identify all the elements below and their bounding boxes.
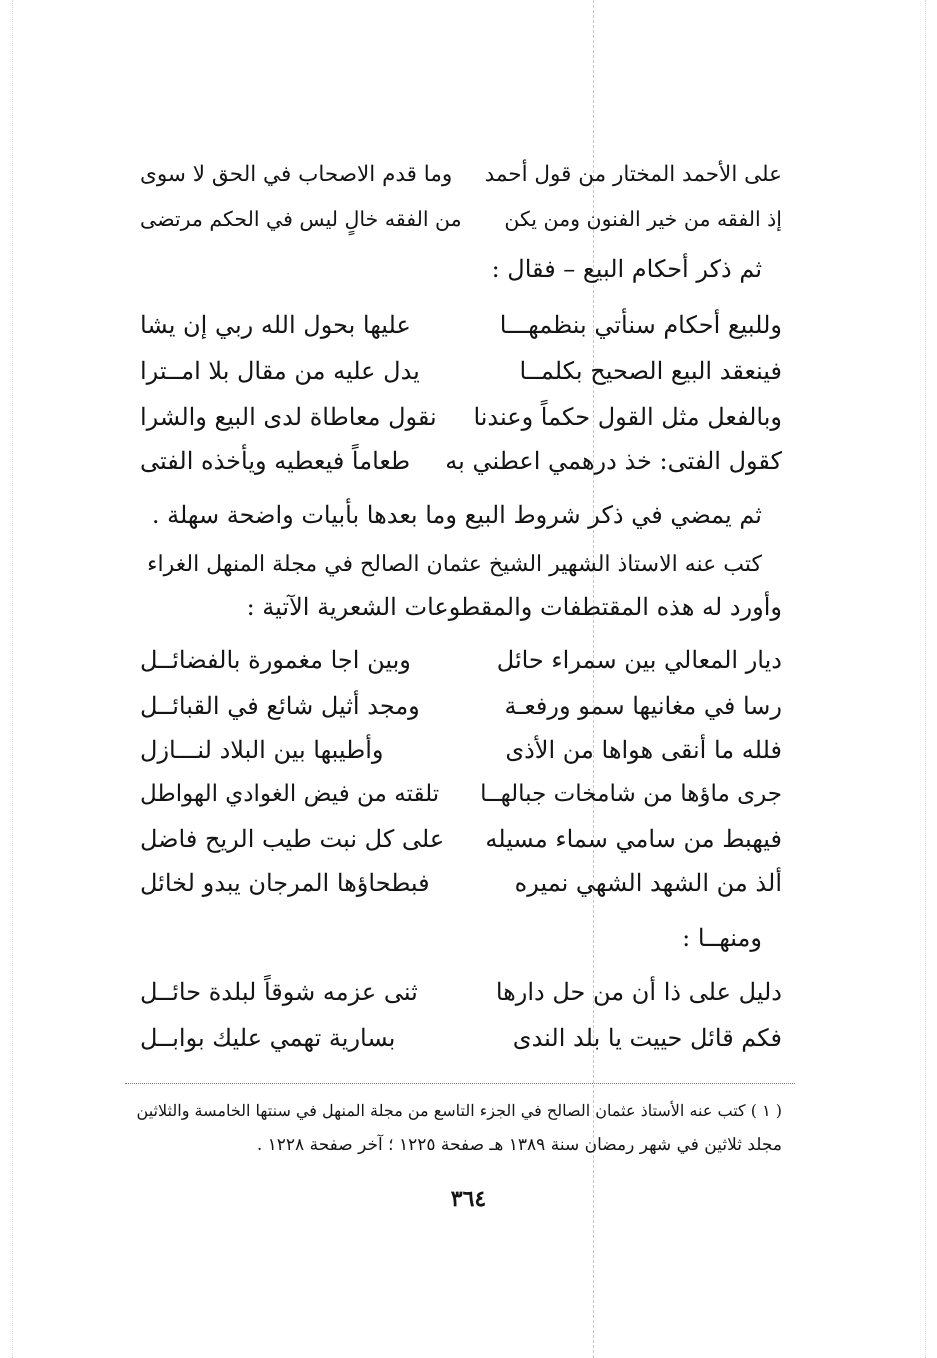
verse-line [140,1016,782,1060]
verse-first-hemistich: وللبيع أحكام سنأتي بنظمهـــا [499,311,782,339]
conditions-line: ثم يمضي في ذكر شروط البيع وما بعدها بأبيات واضحة سهلة . [151,501,762,529]
left-scan-edge [12,0,13,1358]
minha-line: ومنهــا : [682,924,762,952]
verse-line [140,153,782,197]
verse-line [140,728,782,772]
verse-second-hemistich: من الفقه خالٍ ليس في الحكم مرتضى [140,206,462,231]
verse-line [140,303,782,347]
verse-second-hemistich: على كل نبت طيب الريح فاضل [140,825,445,853]
verse-second-hemistich: عليها بحول الله ربي إن يشا [140,311,411,339]
verse-second-hemistich: وبين اجا مغمورة بالفضائــل [140,646,411,674]
verse-first-hemistich: فكم قائل حييت يا بلد الندى [512,1024,782,1052]
verse-line [140,861,782,905]
verse-first-hemistich: كقول الفتى: خذ درهمي اعطني به [445,447,782,475]
verse-second-hemistich: بسارية تهمي عليك بوابــل [140,1024,396,1052]
verse-second-hemistich: طعاماً فيعطيه ويأخذه الفتى [140,447,411,475]
verse-second-hemistich: وما قدم الاصحاب في الحق لا سوى [140,162,453,188]
verse-first-hemistich: فيهبط من سامي سماء مسيله [485,825,782,853]
verse-second-hemistich: نقول معاطاة لدى البيع والشرا [140,403,437,431]
verse-line [140,970,782,1014]
page-number: ٣٦٤ [450,1186,487,1212]
right-scan-edge [925,0,926,1358]
verse-first-hemistich: ديار المعالي بين سمراء حائل [496,646,782,674]
verse-line [140,349,782,393]
footnote-line-2: مجلد ثلاثين في شهر رمضان سنة ١٣٨٩ هـ صفحة ١٢٢٥ ؛ آخر صفحة ١٢٢٨ . [256,1135,782,1155]
sale-intro-line: ثم ذكر أحكام البيع – فقال : [491,255,762,283]
verse-first-hemistich: وبالفعل مثل القول حكماً وعندنا [473,403,782,431]
paragraph-line-2: وأورد له هذه المقتطفات والمقطوعات الشعرية الآتية : [246,593,782,621]
verse-line [140,395,782,439]
verse-first-hemistich: ألذ من الشهد الشهي نميره [514,869,782,897]
verse-second-hemistich: تلقته من فيض الغوادي الهواطل [140,780,440,807]
verse-first-hemistich: فينعقد البيع الصحيح بكلمــا [519,357,782,385]
verse-second-hemistich: ثنى عزمه شوقاً لبلدة حائــل [140,978,418,1006]
verse-line [140,197,782,241]
verse-second-hemistich: وأطيبها بين البلاد لنـــازل [140,736,384,764]
verse-first-hemistich: جرى ماؤها من شامخات جبالهــا [480,780,782,807]
verse-line [140,772,782,816]
verse-line [140,638,782,682]
verse-line [140,439,782,483]
verse-first-hemistich: فلله ما أنقى هواها من الأذى [505,736,782,764]
verse-second-hemistich: ومجد أثيل شائع في القبائــل [140,692,420,720]
verse-second-hemistich: يدل عليه من مقال بلا امــترا [140,357,420,385]
verse-second-hemistich: فبطحاؤها المرجان يبدو لخائل [140,869,430,897]
verse-first-hemistich: رسا في مغانيها سمو ورفعـة [504,692,782,720]
verse-line [140,817,782,861]
footnote-line-1: ( ١ ) كتب عنه الأستاذ عثمان الصالح في الجزء التاسع من مجلة المنهل في سنتها الخامسة والثلاثين [136,1101,782,1120]
verse-first-hemistich: دليل على ذا أن من حل دارها [495,978,782,1006]
footnote-separator [125,1083,795,1084]
paragraph-line-1: كتب عنه الاستاذ الشهير الشيخ عثمان الصالح في مجلة المنهل الغراء [147,552,762,577]
verse-first-hemistich: إذ الفقه من خير الفنون ومن يكن [504,206,782,231]
verse-line [140,684,782,728]
verse-first-hemistich: على الأحمد المختار من قول أحمد [484,162,782,188]
